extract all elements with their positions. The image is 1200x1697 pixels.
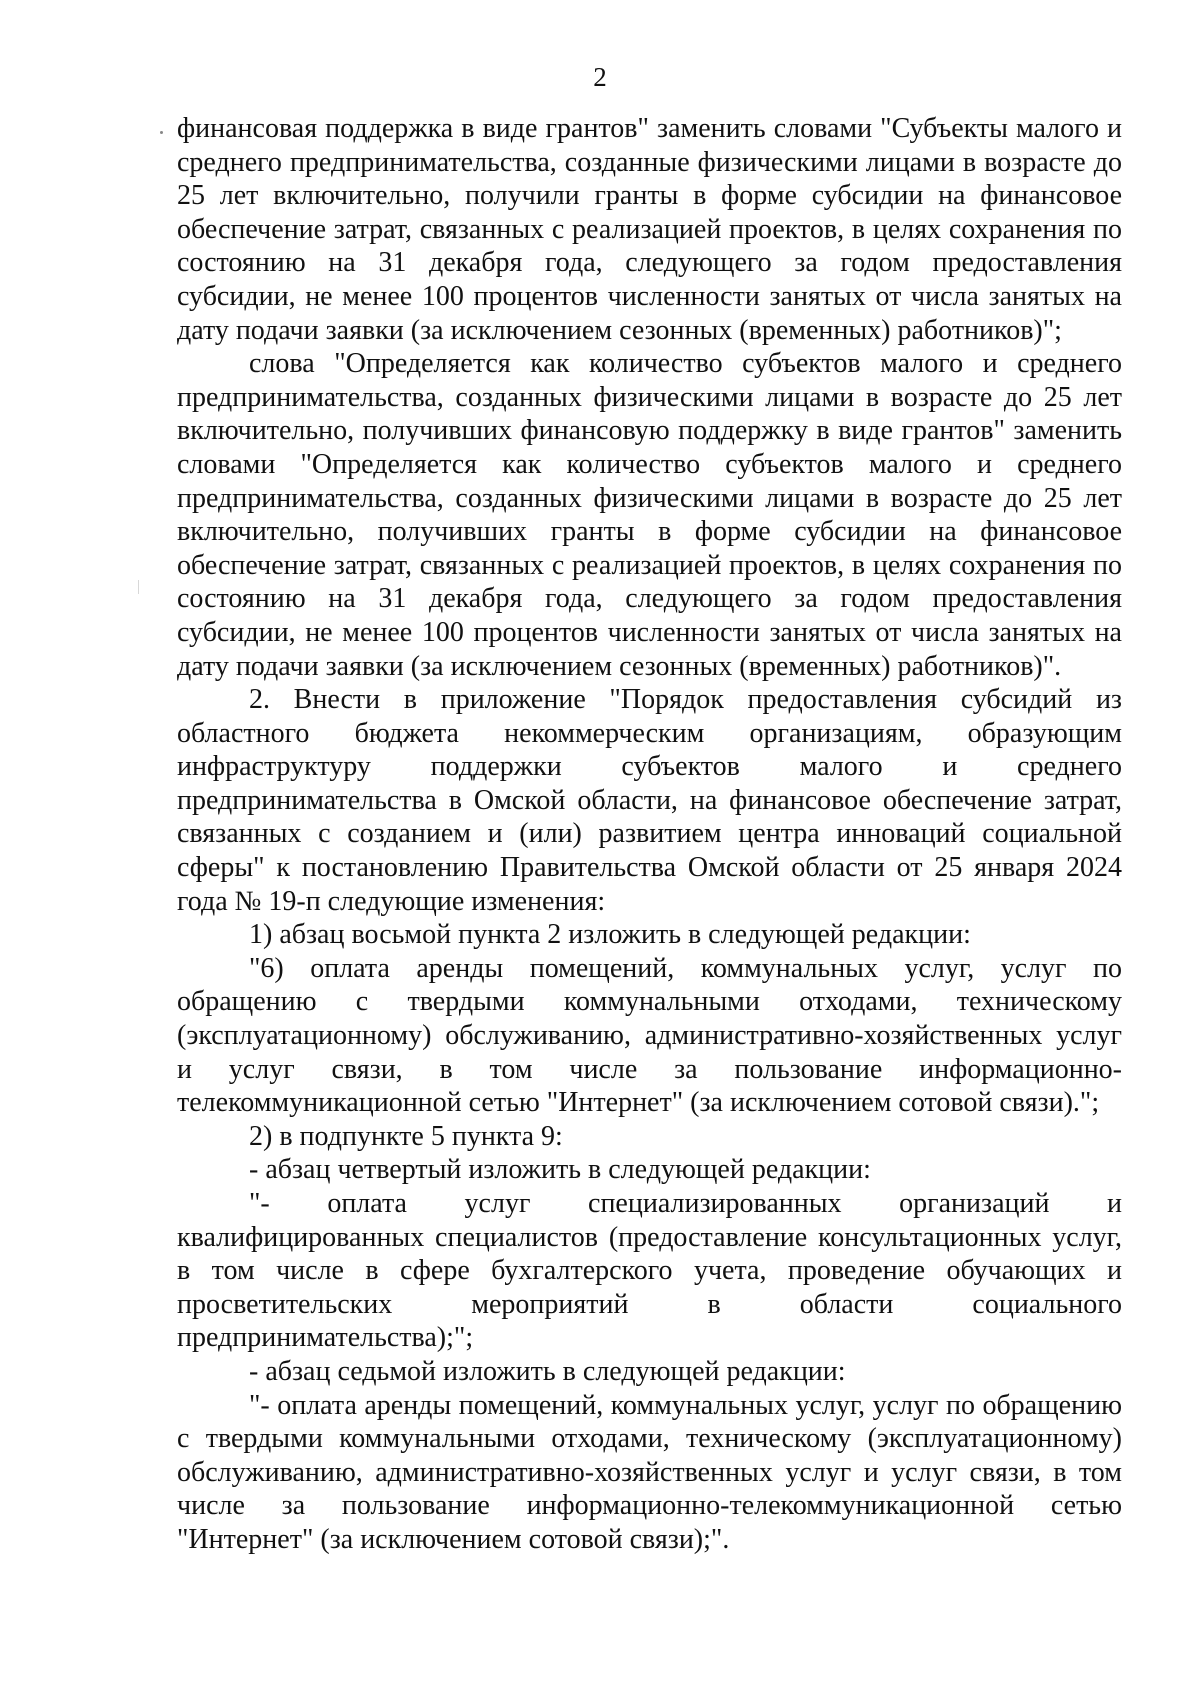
document-body	[177, 112, 1122, 1557]
paragraph-quote: "6) оплата аренды помещений, коммунальных услуг, услуг по обращению с твердыми коммунальными отходами, техническому (эксплуатационному) обслуживанию, административно-хозяйственных услуг и услуг связи, в том числе за пользование информационно-телекоммуникационной сетью "Интернет" (за исключением сотовой связи).";	[177, 952, 1122, 1119]
page-number: 2	[593, 62, 607, 92]
paragraph-dash-item: - абзац седьмой изложить в следующей редакции:	[249, 1355, 846, 1387]
paragraph-continuation: финансовая поддержка в виде грантов" заменить словами "Субъекты малого и среднего предпринимательства, созданные физическими лицами в возрасте до 25 лет включительно, получили гранты в форме субсидии на финансовое обеспечение затрат, связанных с реализацией проектов, в целях сохранения по состоянию на 31 декабря года, следующего за годом предоставления субсидии, не менее 100 процентов численности занятых от числа занятых на дату подачи заявки (за исключением сезонных (временных) работников)";	[177, 113, 1122, 346]
paragraph-subitem-2: 2) в подпункте 5 пункта 9:	[249, 1120, 563, 1152]
scan-speck	[138, 580, 139, 594]
paragraph-item-2: 2. Внести в приложение "Порядок предоставления субсидий из областного бюджета некоммерческим организациям, образующим инфраструктуру поддержки субъектов малого и среднего предпринимательства в Омской области, на финансовое обеспечение затрат, связанных с созданием и (или) развитием центра инноваций социальной сферы" к постановлению Правительства Омской области от 25 января 2024 года № 19-п следующие изменения:	[177, 684, 1122, 917]
scan-speck	[160, 131, 163, 134]
paragraph-quote: "- оплата услуг специализированных организаций и квалифицированных специалистов (предоставление консультационных услуг, в том числе в сфере бухгалтерского учета, проведение обучающих и просветительских мероприятий в области социального предпринимательства);";	[177, 1188, 1122, 1354]
paragraph-subitem-1: 1) абзац восьмой пункта 2 изложить в следующей редакции:	[249, 919, 971, 951]
paragraph-quote: "- оплата аренды помещений, коммунальных услуг, услуг по обращению с твердыми коммунальными отходами, техническому (эксплуатационному) обслуживанию, административно-хозяйственных услуг и услуг связи, в том числе за пользование информационно-телекоммуникационной сетью "Интернет" (за исключением сотовой связи);".	[177, 1389, 1122, 1555]
paragraph-dash-item: - абзац четвертый изложить в следующей редакции:	[249, 1154, 871, 1186]
paragraph: слова "Определяется как количество субъектов малого и среднего предпринимательства, созданных физическими лицами в возрасте до 25 лет включительно, получивших финансовую поддержку в виде грантов" заменить словами "Определяется как количество субъектов малого и среднего предпринимательства, созданных физическими лицами в возрасте до 25 лет включительно, получивших гранты в форме субсидии на финансовое обеспечение затрат, связанных с реализацией проектов, в целях сохранения по состоянию на 31 декабря года, следующего за годом предоставления субсидии, не менее 100 процентов численности занятых от числа занятых на дату подачи заявки (за исключением сезонных (временных) работников)".	[177, 348, 1122, 682]
